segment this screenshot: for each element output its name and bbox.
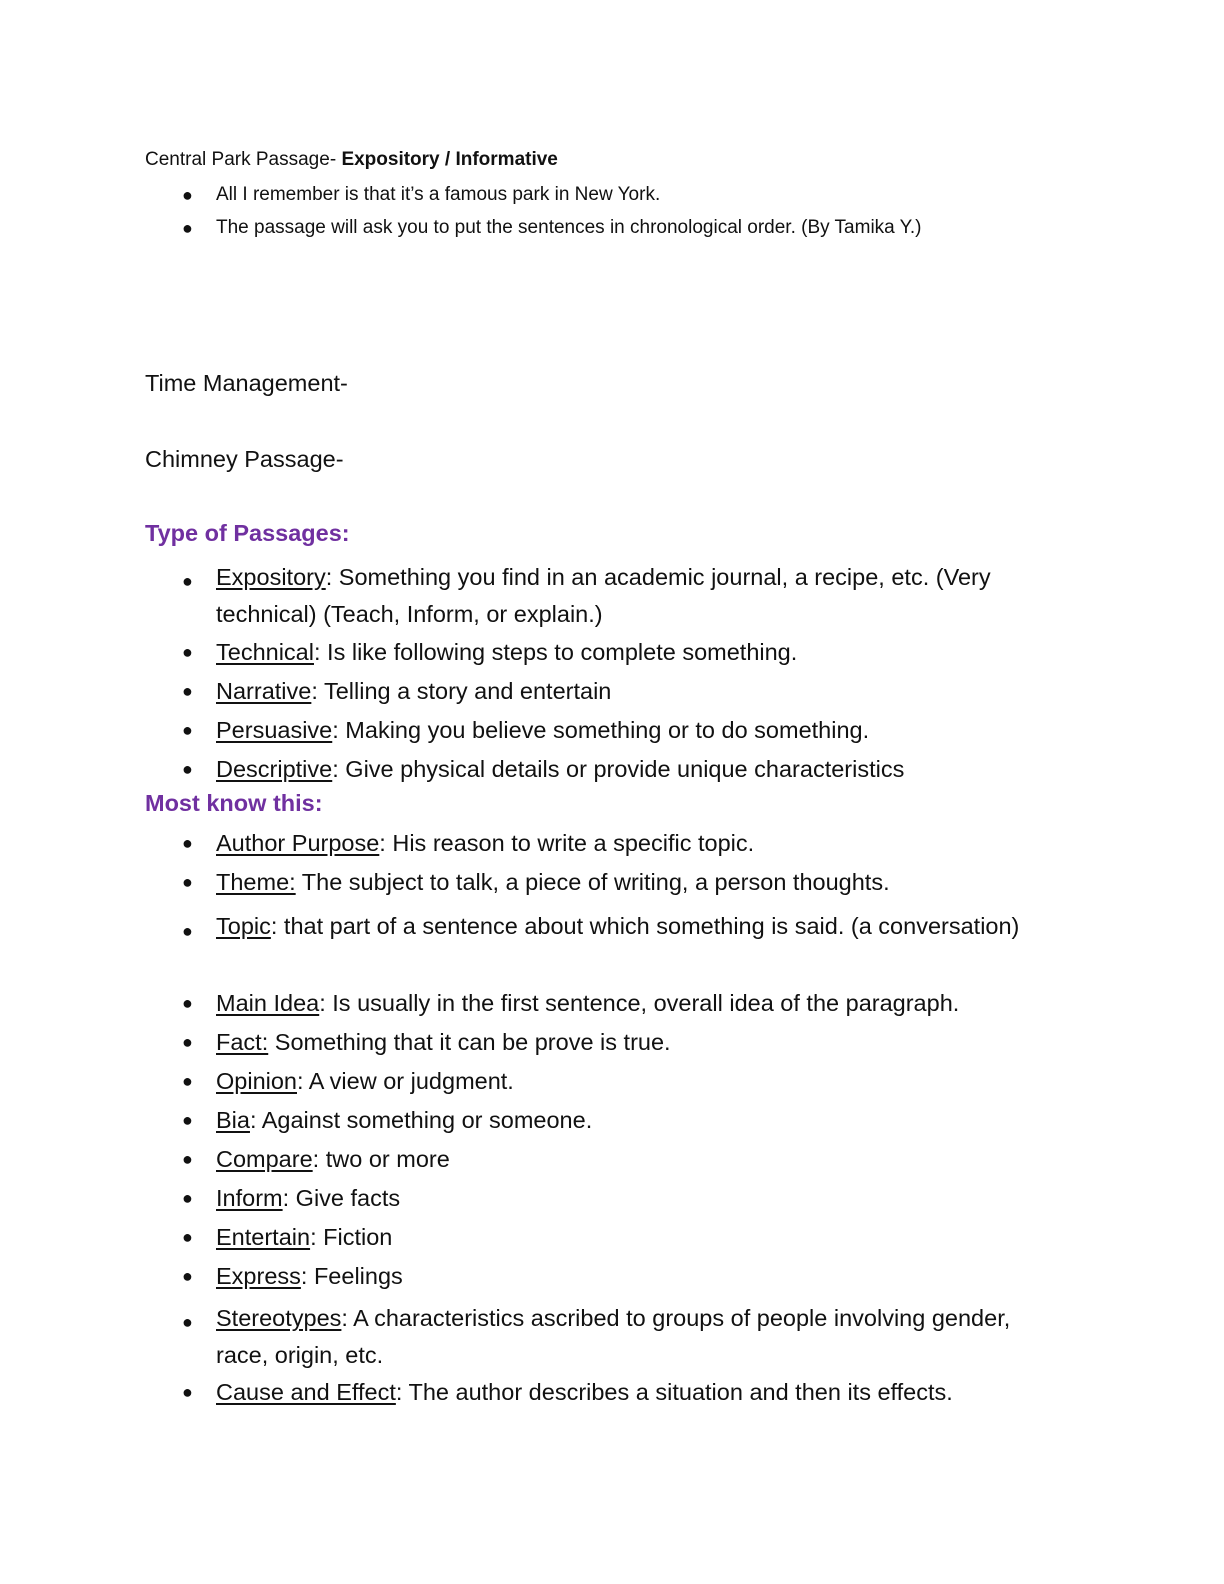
bullet-icon: ●	[182, 872, 193, 892]
bullet-icon: ●	[182, 1312, 193, 1332]
list-item: ● Technical: Is like following steps to complete something.	[182, 639, 798, 665]
list-item: ● Topic: that part of a sentence about which something is said. (a conversation)	[0, 906, 1056, 988]
bullet-icon: ●	[182, 833, 193, 853]
bullet-icon: ●	[182, 720, 193, 740]
time-management-heading: Time Management-	[145, 370, 348, 396]
list-item: ● Descriptive: Give physical details or provide unique characteristics	[182, 756, 905, 782]
list-item: ● Entertain: Fiction	[182, 1224, 393, 1250]
central-park-bullets	[0, 182, 922, 248]
list-item: ● Compare: two or more	[182, 1146, 450, 1172]
bullet-icon: ●	[182, 993, 193, 1013]
list-item: ● Opinion: A view or judgment.	[182, 1068, 514, 1094]
list-item: ● Theme: The subject to talk, a piece of writing, a person thoughts.	[182, 869, 890, 895]
bullet-icon: ●	[182, 1071, 193, 1091]
list-item: ● Persuasive: Making you believe something or to do something.	[182, 717, 870, 743]
bullet-icon: ●	[182, 185, 193, 205]
list-item: ● Main Idea: Is usually in the first sentence, overall idea of the paragraph.	[182, 990, 960, 1016]
central-park-title: Central Park Passage-	[145, 149, 337, 170]
bullet-icon: ●	[182, 1032, 193, 1052]
types-list	[0, 559, 1056, 793]
list-item: ● Expository: Something you find in an academic journal, a recipe, etc. (Very technical) (Teach, Inform, or explain.)	[182, 564, 991, 627]
bullet-icon: ●	[182, 681, 193, 701]
bullet-icon: ●	[182, 921, 193, 941]
list-item: ● Stereotypes: A characteristics ascribed to groups of people involving gender, race, origin, etc.	[182, 1305, 1011, 1368]
list-item: ● Fact: Something that it can be prove is true.	[182, 1029, 671, 1055]
list-item: ● Narrative: Telling a story and entertain	[182, 678, 612, 704]
bullet-icon: ●	[182, 759, 193, 779]
bullet-icon: ●	[182, 218, 193, 238]
bullet-icon: ●	[182, 1382, 193, 1402]
list-item: ● Cause and Effect: The author describes a situation and then its effects.	[182, 1379, 953, 1405]
list-item: ● Inform: Give facts	[182, 1185, 401, 1211]
list-item: ● Express: Feelings	[182, 1263, 403, 1289]
list-item: ● Author Purpose: His reason to write a specific topic.	[182, 830, 755, 856]
list-item: ● All I remember is that it’s a famous park in New York.	[0, 182, 922, 215]
central-park-title-line	[145, 149, 558, 171]
bullet-icon: ●	[182, 1149, 193, 1169]
bullet-icon: ●	[182, 1266, 193, 1286]
bullet-icon: ●	[182, 1188, 193, 1208]
list-item: ● Bia: Against something or someone.	[182, 1107, 593, 1133]
list-item: ● The passage will ask you to put the sentences in chronological order. (By Tamika Y.)	[0, 215, 922, 248]
must-know-heading: Most know this:	[145, 790, 323, 816]
bullet-icon: ●	[182, 1227, 193, 1247]
bullet-icon: ●	[182, 1110, 193, 1130]
must-know-list	[0, 828, 1056, 1416]
central-park-type: Expository / Informative	[341, 149, 558, 170]
bullet-icon: ●	[182, 642, 193, 662]
chimney-heading: Chimney Passage-	[145, 446, 344, 472]
bullet-icon: ●	[182, 571, 193, 591]
types-heading: Type of Passages:	[145, 520, 350, 546]
